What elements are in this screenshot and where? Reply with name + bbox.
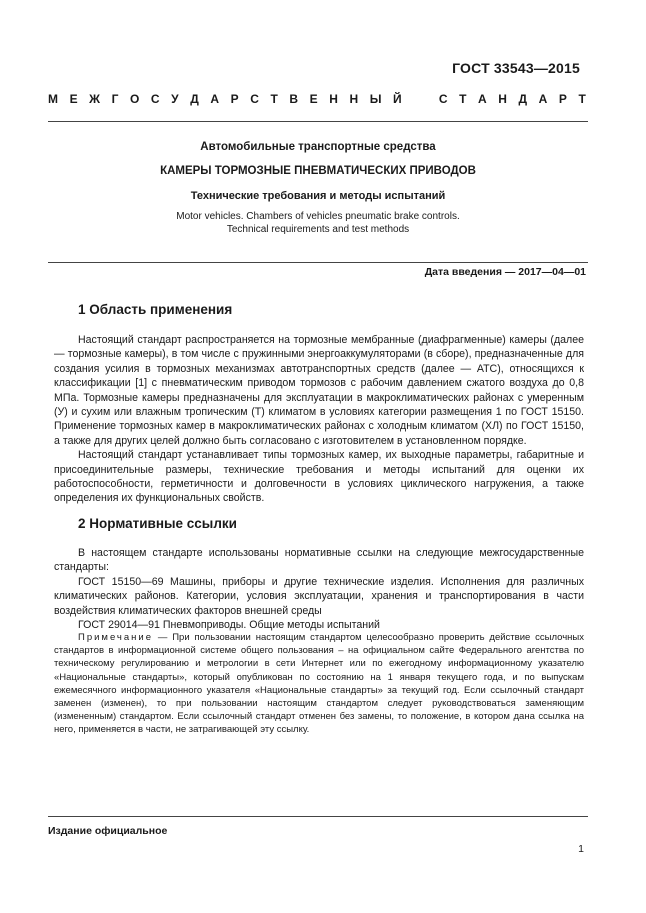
- letter: Р: [558, 92, 567, 106]
- paragraph: Настоящий стандарт распространяется на тормозные мембранные (диафрагменные) камеры (далее — тормозные камеры), в том числе с пружинными энергоаккумуляторами (в сборе), предназначенные для создания усилия в тормозных механизмах автотранспортных средств (далее — АТС), относящихся к классификации [1] с пневматическим приводом тормозов с рабочим давлением сжатого воздуха до 0,8 МПа. Тормозные камеры предназначены для эксплуатации в макроклиматических районах с умеренным (У) и сухим или влажным тропическим (Т) климатом в условиях категории размещения 1 по ГОСТ 15150. Применение тормозных камер в макроклиматических районах с холодным климатом (ХЛ) по ГОСТ 15150, а также для других целей должно быть согласовано с изготовителем в установленном порядке.: [54, 334, 584, 447]
- note-label: Примечание: [78, 632, 153, 643]
- letter: У: [171, 92, 179, 106]
- letter: Р: [230, 92, 239, 106]
- section-heading-scope: 1 Область применения: [78, 302, 233, 317]
- letter: С: [150, 92, 160, 106]
- note-block: [54, 631, 584, 737]
- english-title-line: Technical requirements and test methods: [226, 224, 410, 235]
- note-paragraph: [54, 631, 584, 737]
- footer-divider: [48, 816, 588, 817]
- section-body-scope: [54, 333, 584, 506]
- page-number: 1: [578, 843, 584, 855]
- letter: Т: [459, 92, 467, 106]
- standard-type-heading: [48, 92, 586, 106]
- letter: С: [250, 92, 259, 106]
- letter: Ы: [369, 92, 382, 106]
- letter: Е: [309, 92, 318, 106]
- letter: Д: [518, 92, 528, 106]
- reference-item: ГОСТ 29014—91 Пневмоприводы. Общие методы испытаний: [78, 619, 380, 632]
- reference-item: ГОСТ 15150—69 Машины, приборы и другие технические изделия. Исполнения для различных климатических районов. Категории, условия эксплуатации, хранения и транспортирования в части воздействия климатических факторов внешней среды: [54, 575, 584, 617]
- letter: О: [130, 92, 140, 106]
- word-gap: [413, 92, 427, 106]
- letter: Н: [329, 92, 338, 106]
- document-title: КАМЕРЫ ТОРМОЗНЫЕ ПНЕВМАТИЧЕСКИХ ПРИВОДОВ: [160, 165, 476, 177]
- letter: А: [478, 92, 487, 106]
- letter: Ж: [89, 92, 101, 106]
- english-title-line: Motor vehicles. Chambers of vehicles pneumatic brake controls.: [176, 211, 460, 222]
- gost-number: ГОСТ 33543—2015: [452, 60, 580, 76]
- letter: Т: [578, 92, 586, 106]
- letter: Т: [270, 92, 278, 106]
- note-text: — При пользовании настоящим стандартом целесообразно проверить действие ссылочных стандартов в информационной системе общего пользования – на официальном сайте Федерального агентства по техническому регулированию и метрологии в сети Интернет или по ежегодному информационному указателю «Национальные стандарты», который опубликован по состоянию на 1 января текущего года, и по выпускам ежемесячного информационного указателя «Национальные стандарты» за текущий год. Если ссылочный стандарт заменен (изменен), то при пользовании настоящим стандартом следует руководствоваться заменяющим (измененным) стандартом. Если ссылочный стандарт отменен без замены, то положение, в котором дана ссылка на него, применяется в части, не затрагивающей эту ссылку.: [54, 632, 584, 736]
- letter: Д: [190, 92, 199, 106]
- letter: Й: [393, 92, 402, 106]
- paragraph: В настоящем стандарте использованы нормативные ссылки на следующие межгосударственные стандарты:: [54, 547, 584, 574]
- document-subject: Автомобильные транспортные средства: [200, 141, 436, 153]
- paragraph: Настоящий стандарт устанавливает типы тормозных камер, их выходные параметры, габаритные и присоединительные размеры, технические требования и методы испытаний для оценки их работоспособности, герметичности и долговечности в условиях циклического нагружения, а также определения их функциональных свойств.: [54, 449, 584, 505]
- letter: Е: [69, 92, 78, 106]
- section-body-references: [54, 546, 584, 632]
- letter: А: [538, 92, 548, 106]
- title-divider: [48, 262, 588, 263]
- letter: Н: [349, 92, 359, 106]
- letter: А: [210, 92, 220, 106]
- letter: В: [289, 92, 299, 106]
- letter: С: [438, 92, 448, 106]
- letter: Г: [111, 92, 119, 106]
- section-heading-references: 2 Нормативные ссылки: [78, 516, 237, 531]
- edition-label: Издание официальное: [48, 825, 168, 837]
- introduction-date: Дата введения — 2017—04—01: [424, 266, 586, 278]
- document-subtitle: Технические требования и методы испытаний: [190, 190, 446, 202]
- header-divider: [48, 121, 588, 122]
- letter: Н: [498, 92, 507, 106]
- english-title: [48, 210, 588, 236]
- letter: М: [48, 92, 58, 106]
